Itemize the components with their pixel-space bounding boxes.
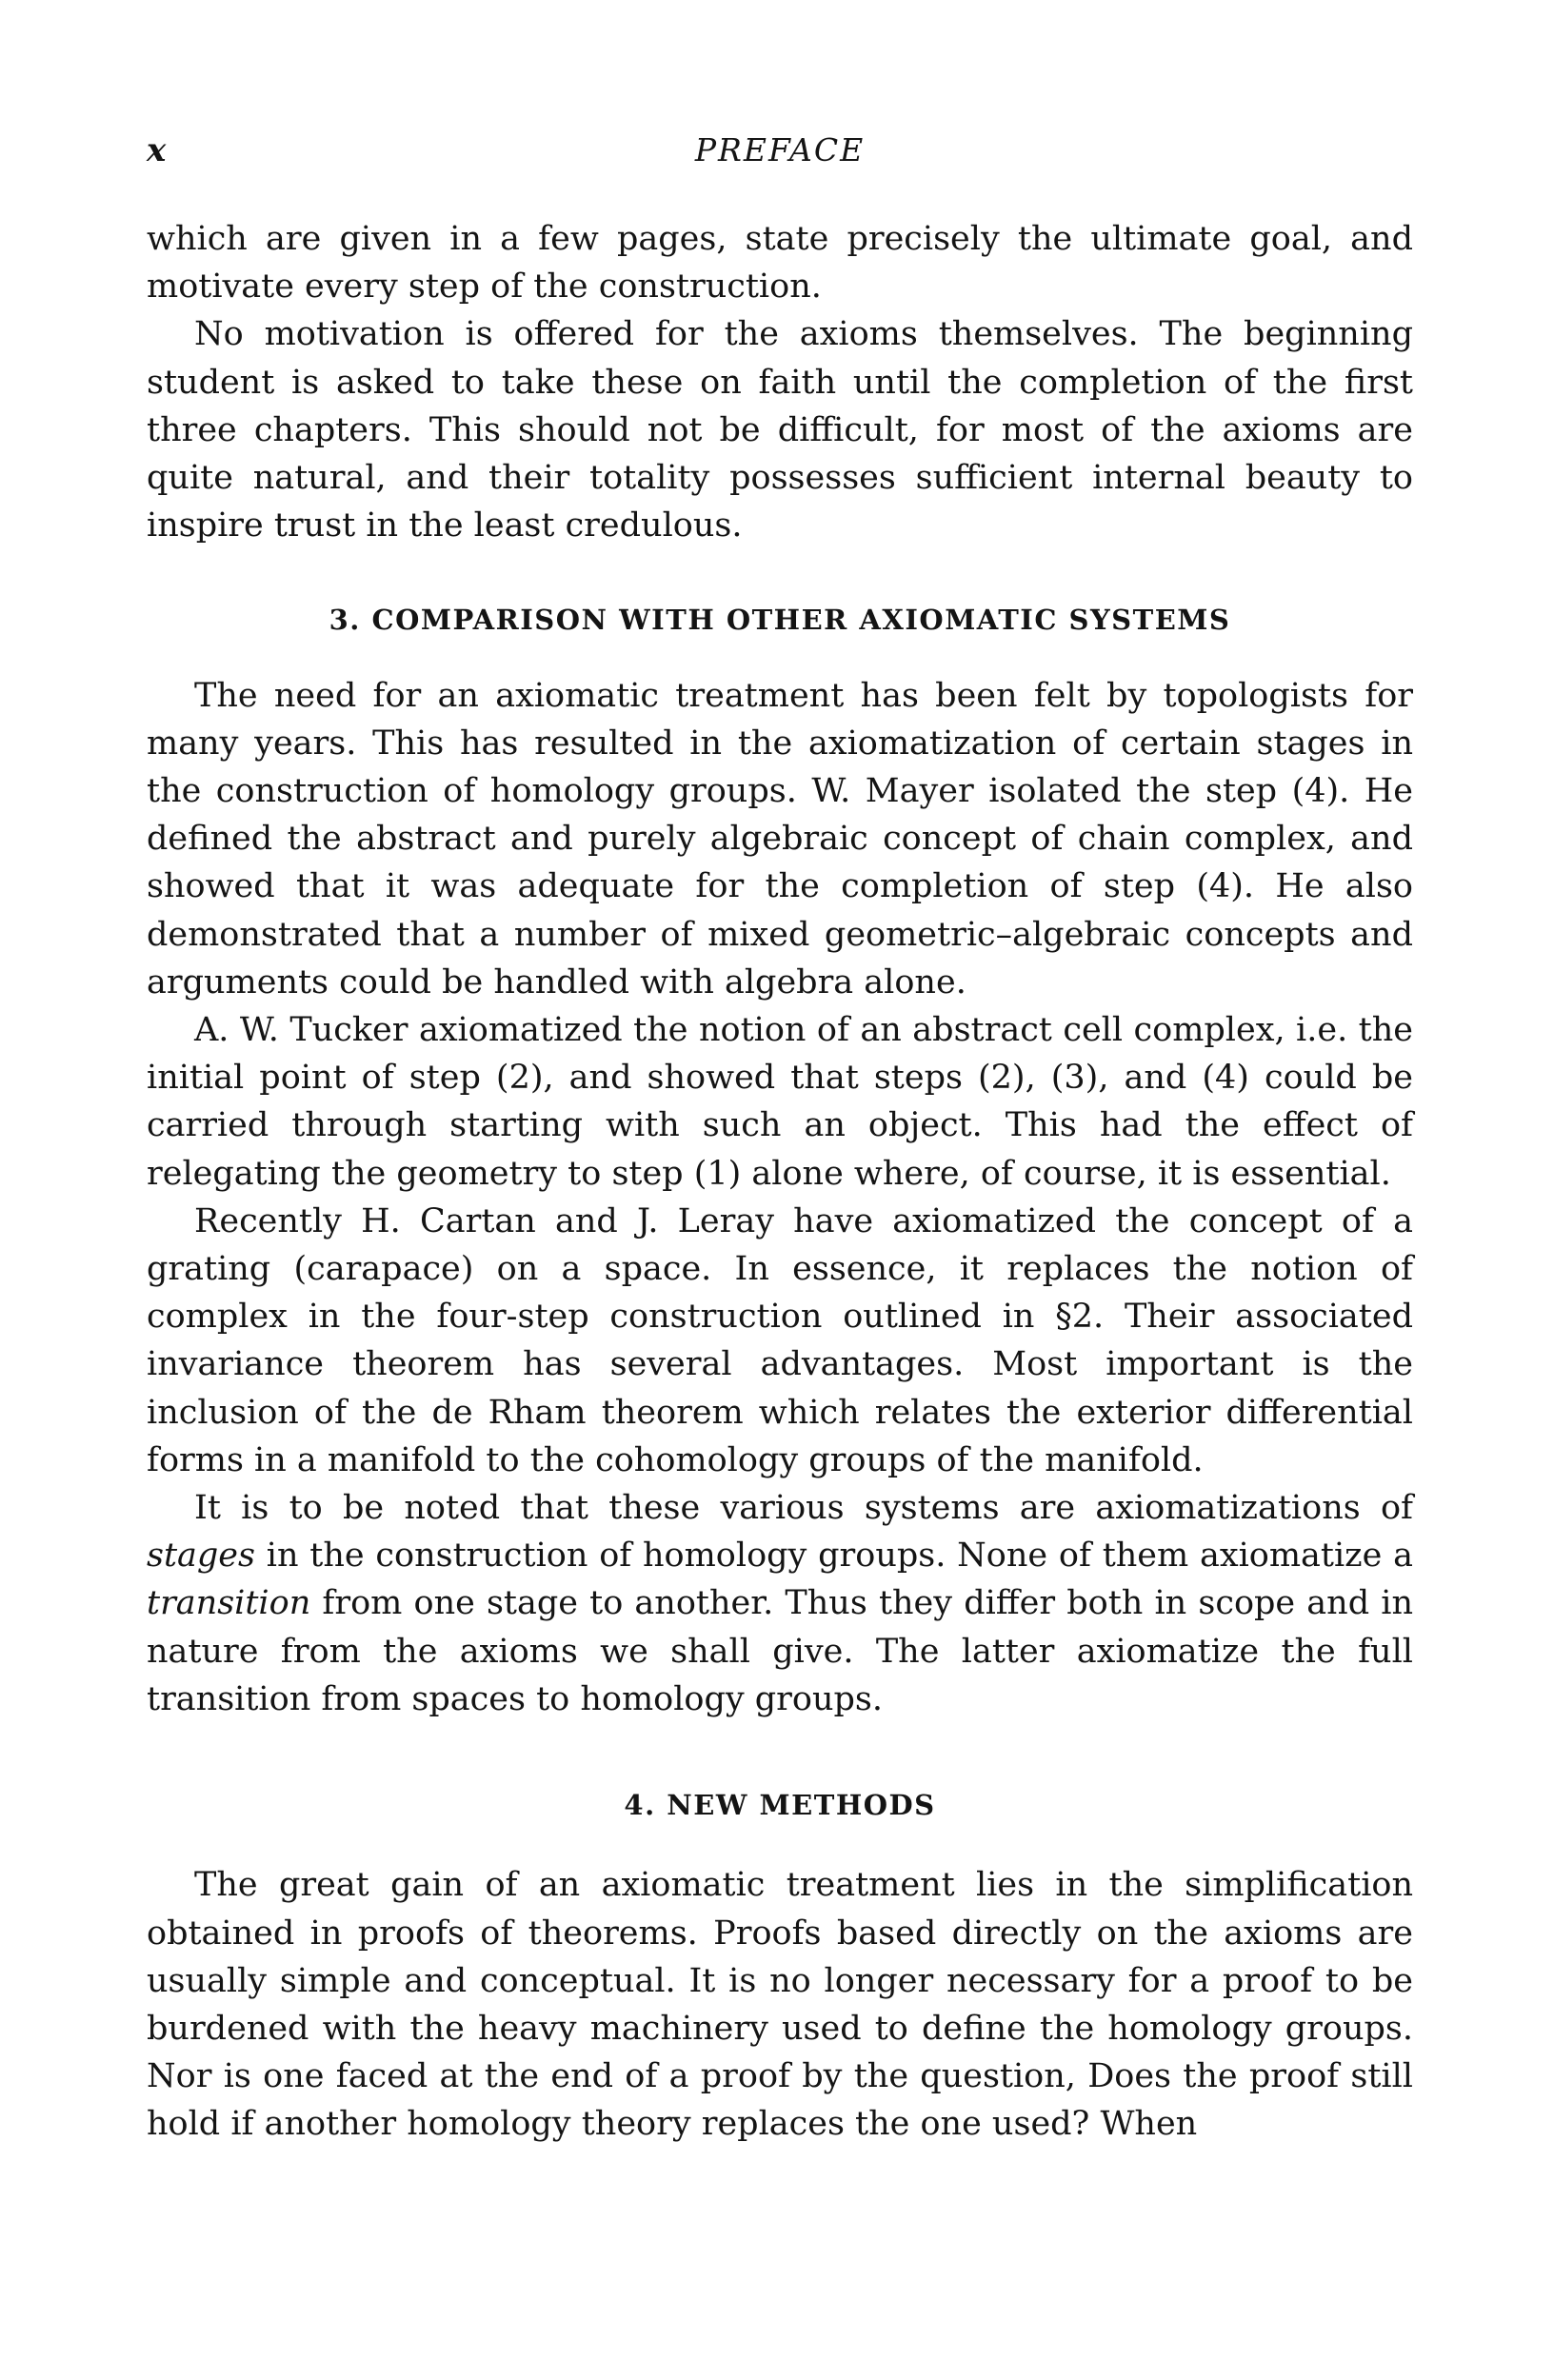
running-title: PREFACE [694,131,866,169]
paragraph-tucker: A. W. Tucker axiomatized the notion of an abstract cell complex, i.e. the initial point of step (2), and showed that steps (2), (3), and (4) could be carried through starting with such an object. This had the effect of relegating the geometry to step (1) alone where, of course, it is essential. [147,1011,1413,1193]
section-heading-new-methods: 4. NEW METHODS [624,1789,936,1822]
body-text [147,215,1413,2149]
text-span: in the construction of homology groups. None of them axiomatize a [254,1537,1413,1576]
paragraph-great-gain: The great gain of an axiomatic treatment lies in the simplification obtained in proofs of theorems. Proofs based directly on the axioms are usually simple and conceptual. It is no longer necessary for a proof to be burdened with the heavy machinery used to define the homology groups. Nor is one faced at the end of a proof by the question, Does the proof still hold if another homology theory replaces the one used? When [147,1866,1413,2144]
emphasis-transition: transition [147,1584,311,1623]
section-heading-comparison: 3. COMPARISON WITH OTHER AXIOMATIC SYSTEMS [329,604,1231,637]
paragraph-cartan-leray: Recently H. Cartan and J. Leray have axiomatized the concept of a grating (carapace) on a space. In essence, it replaces the notion of complex in the four-step construction outlined in §2. Their associated invariance theorem has several advantages. Most important is the inclusion of the de Rham theorem which relates the exterior differential forms in a manifold to the cohomology groups of the manifold. [147,1201,1413,1479]
paragraph-mayer: The need for an axiomatic treatment has been felt by topologists for many years. This has resulted in the axiomatization of certain stages in the construction of homology groups. W. Mayer isolated the step (4). He defined the abstract and purely algebraic concept of chain complex, and showed that it was adequate for the completion of step (4). He also demonstrated that a number of mixed geometric–algebraic concepts and arguments could be handled with algebra alone. [147,676,1413,1002]
page-number: x [147,131,167,169]
paragraph-continuation: which are given in a few pages, state precisely the ultimate goal, and motivate every step of the construction. [147,220,1413,307]
text-span: It is to be noted that these various systems are axiomatizations of [194,1489,1413,1528]
paragraph-stages-transition [147,1484,1413,1723]
text-span: from one stage to another. Thus they differ both in scope and in nature from the axioms we shall give. The latter axiomatize the full transition from spaces to homology groups. [147,1584,1413,1718]
paragraph-axioms-motivation: No motivation is offered for the axioms themselves. The beginning student is asked to take these on faith until the completion of the first three chapters. This should not be difficult, for most of the axioms are quite natural, and their totality possesses sufficient internal beauty to inspire trust in the least credulous. [147,315,1413,545]
emphasis-stages: stages [147,1537,255,1576]
running-head [147,131,1413,179]
